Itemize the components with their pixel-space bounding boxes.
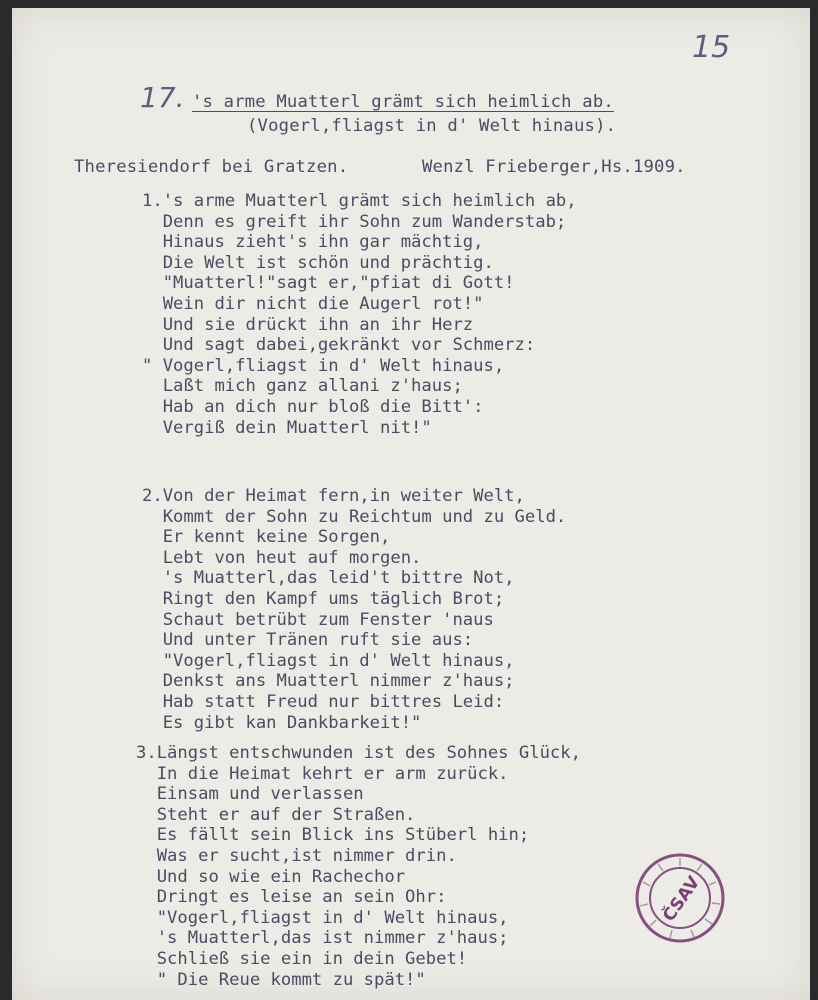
verse-line: Denkst ans Muatterl nimmer z'haus;	[162, 671, 515, 692]
song-title: 's arme Muatterl grämt sich heimlich ab.	[192, 92, 614, 112]
verse-line: 1.'s arme Muatterl grämt sich heimlich ab,	[142, 191, 577, 211]
verse-line: Wein dir nicht die Augerl rot!"	[162, 293, 484, 314]
verse-line: Schaut betrübt zum Fenster 'naus	[162, 609, 494, 630]
verse-line: In die Heimat kehrt er arm zurück.	[156, 763, 509, 784]
archive-page	[12, 8, 810, 1000]
verse-line: 's Muatterl,das leid't bittre Not,	[162, 568, 515, 589]
verse-2	[142, 486, 566, 733]
verse-line: Was er sucht,ist nimmer drin.	[156, 845, 457, 866]
verse-line: Es fällt sein Blick ins Stüberl hin;	[156, 825, 530, 846]
verse-line: Hab statt Freud nur bittres Leid:	[162, 691, 505, 712]
verse-line: " Die Reue kommt zu spät!"	[156, 969, 426, 990]
verse-line: Schließ sie ein in dein Gebet!	[156, 948, 468, 969]
verse-line: Die Welt ist schön und prächtig.	[162, 252, 494, 273]
verse-line: Und sie drückt ihn an ihr Herz	[162, 314, 474, 335]
verse-line: Und unter Tränen ruft sie aus:	[162, 630, 474, 651]
verse-line: Steht er auf der Straßen.	[156, 804, 416, 825]
verse-line: "Vogerl,fliagst in d' Welt hinaus,	[156, 907, 509, 928]
verse-line: Denn es greift ihr Sohn zum Wanderstab;	[162, 211, 567, 232]
verse-number: 1.	[142, 191, 163, 211]
verse-line: Vergiß dein Muatterl nit!"	[162, 417, 432, 438]
verse-line: Und sagt dabei,gekränkt vor Schmerz:	[162, 335, 536, 356]
archive-stamp-icon	[634, 852, 726, 944]
verse-line: Hinaus zieht's ihn gar mächtig,	[162, 232, 484, 253]
verse-line: Lebt von heut auf morgen.	[162, 547, 422, 568]
collector-line: Wenzl Frieberger,Hs.1909.	[422, 157, 686, 177]
stamp-text: ČSAV	[659, 872, 705, 926]
song-subtitle: (Vogerl,fliagst in d' Welt hinaus).	[247, 116, 617, 136]
verse-line: 2.Von der Heimat fern,in weiter Welt,	[142, 486, 525, 506]
verse-line: Hab an dich nur bloß die Bitt':	[162, 396, 484, 417]
verse-line: Ringt den Kampf ums täglich Brot;	[162, 588, 505, 609]
verse-line: Kommt der Sohn zu Reichtum und zu Geld.	[162, 506, 567, 527]
page-number: 15	[692, 30, 731, 65]
verse-line: " Vogerl,fliagst in d' Welt hinaus,	[142, 355, 505, 376]
verse-1	[142, 191, 577, 438]
verse-line: "Muatterl!"sagt er,"pfiat di Gott!	[162, 273, 515, 294]
verse-line: 3.Längst entschwunden ist des Sohnes Glück,	[136, 743, 581, 763]
verse-line: Dringt es leise an sein Ohr:	[156, 887, 447, 908]
verse-3	[136, 743, 581, 990]
verse-line: Er kennt keine Sorgen,	[162, 527, 391, 548]
song-number: 17.	[140, 81, 185, 114]
place-line: Theresiendorf bei Gratzen.	[74, 157, 349, 177]
verse-number: 3.	[136, 743, 157, 763]
verse-line: Einsam und verlassen	[156, 784, 364, 805]
verse-line: Es gibt kan Dankbarkeit!"	[162, 712, 422, 733]
verse-line: "Vogerl,fliagst in d' Welt hinaus,	[162, 650, 515, 671]
verse-line: Und so wie ein Rachechor	[156, 866, 406, 887]
verse-number: 2.	[142, 486, 163, 506]
verse-line: 's Muatterl,das ist nimmer z'haus;	[156, 928, 509, 949]
verse-line: Laßt mich ganz allani z'haus;	[162, 376, 463, 397]
